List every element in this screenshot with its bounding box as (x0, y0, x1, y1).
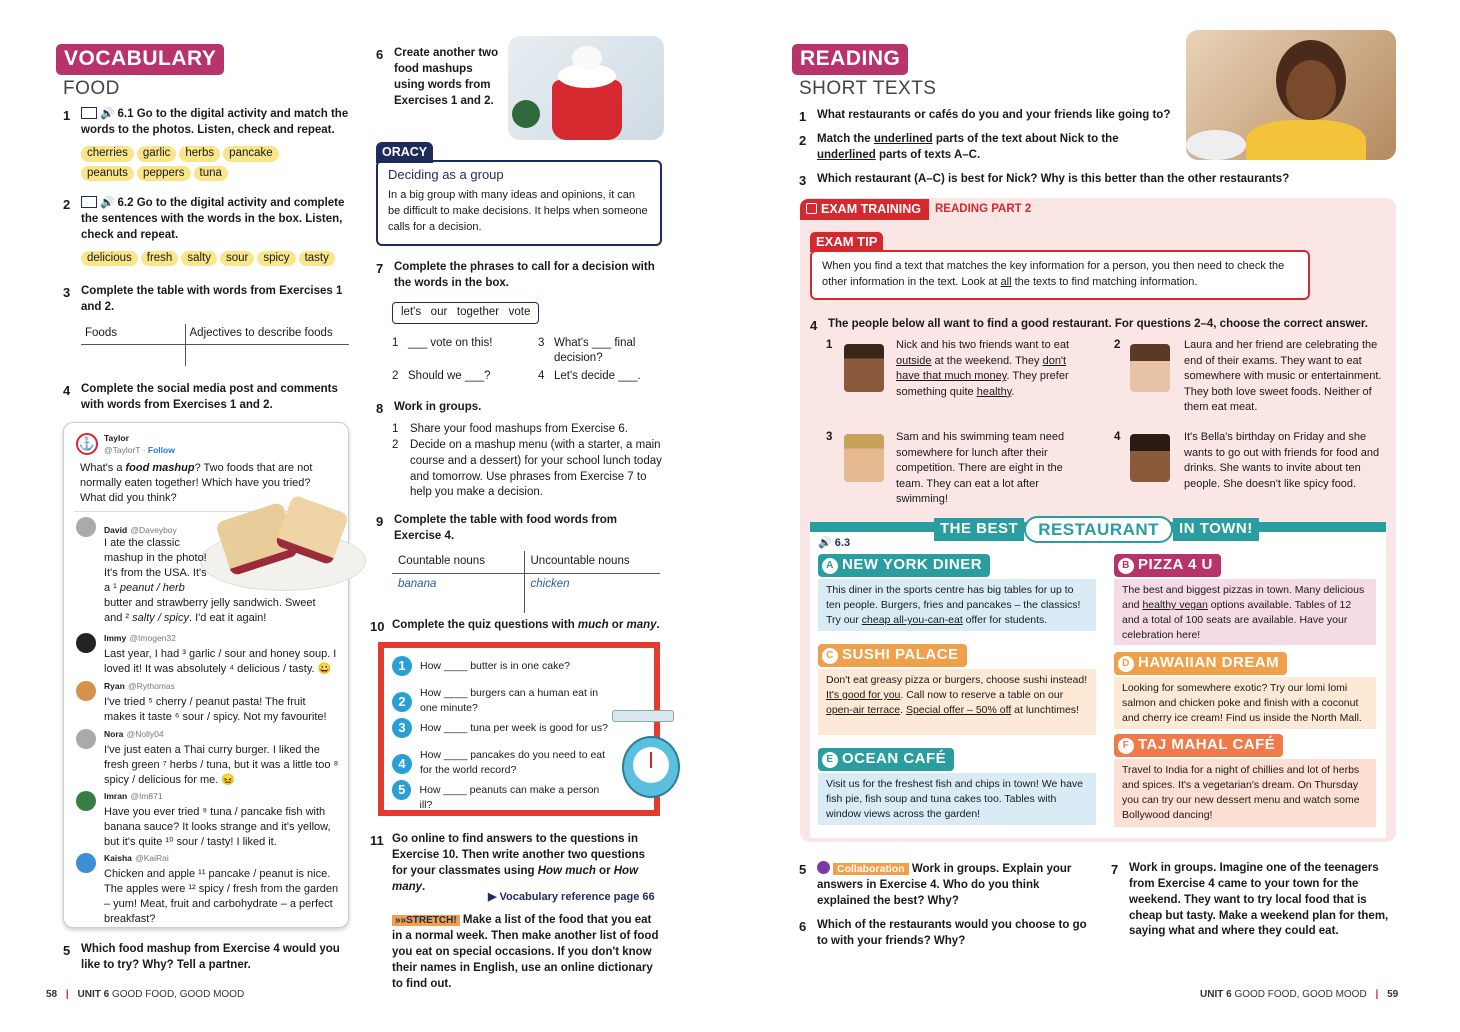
ex6-number: 6 (376, 47, 384, 62)
ex2-text: Go to the digital activity and complete the sentences with the words in the box. Listen, check and repeat. (81, 197, 345, 241)
scale-icon (612, 710, 674, 722)
letter-badge: B (1118, 558, 1134, 574)
ex10-em-1: much (577, 619, 609, 631)
ex7-items (392, 336, 662, 386)
ex1-audio: 6.1 (117, 108, 134, 120)
banner-right: IN TOWN! (1173, 518, 1259, 541)
table-cell[interactable] (81, 344, 185, 366)
comment-david-line-2: butter and strawberry jelly sandwich. Sweet and ² salty / spicy. I'd eat it again! (104, 596, 316, 624)
person-1-text: Nick and his two friends want to eat outside at the weekend. They don't have that much money. They prefer something quite healthy. (896, 339, 1070, 398)
comment-handle: @Rythomas (128, 681, 175, 691)
q7-number: 7 (1111, 862, 1119, 877)
quiz-number: 3 (392, 718, 412, 738)
ex2-number: 2 (63, 197, 71, 212)
restaurant-name: OCEAN CAFÉ (842, 750, 947, 767)
exercise-10 (370, 618, 666, 636)
ex9-text: Complete the table with food words from Exercise 4. (394, 514, 617, 542)
table-cell[interactable]: chicken (524, 573, 660, 613)
comment-text: Have you ever tried ⁹ tuna / pancake fish with banana sauce? It looks strange and it's yellow, but it's quite ¹⁰ sour / tasty! I liked it. (104, 805, 331, 848)
word-chip: cherries (81, 146, 134, 162)
quiz-number: 1 (392, 656, 412, 676)
q5-text: Work in groups. Explain your answers in Exercise 4. Who do you think explained the best? Why? (817, 863, 1072, 907)
quiz-box (378, 642, 660, 816)
ex1-text: Go to the digital activity and match the words to the photos. Listen, check and repeat. (81, 108, 349, 136)
comment-author: David (104, 525, 128, 535)
word-chip: delicious (81, 251, 138, 267)
audio-icon[interactable]: 🔊 (100, 108, 115, 120)
comment-text: I've just eaten a Thai curry burger. I liked the fresh green ⁷ herbs / tuna, but it was a little too ⁸ spicy / delicious for me. 😖 (104, 743, 339, 786)
exercise-5 (63, 942, 353, 974)
list-item: Decide on a mashup menu (with a starter, a main course and a dessert) for your school lunch today and tomorrow. Use phrases from Exercise 7 to help you make a decision. (410, 438, 662, 499)
exam-training-header (800, 199, 1031, 220)
globe-avatar (76, 791, 96, 811)
person-number: 1 (826, 339, 833, 351)
ex8-list: 1 Share your food mashups from Exercise 6. 2 Decide on a mashup menu (with a starter, a main course and a dessert) for your school lunch today and tomorrow. Use phrases from Exercise 7 to help you make a decision. (392, 422, 662, 501)
post-text-em: food mashup (125, 462, 195, 474)
restaurant-e-text: Visit us for the freshest fish and chips in town! We have fish pie, fish soup and tuna cakes too. Tables with window views across the garden! (818, 773, 1096, 825)
banner-left: THE BEST (934, 518, 1024, 541)
ex2-words (81, 249, 353, 269)
restaurant-name: PIZZA 4 U (1138, 556, 1213, 573)
table-header: Uncountable nouns (524, 551, 660, 573)
page-number: 58 (46, 989, 58, 1000)
quiz-list (392, 656, 610, 810)
q5-number: 5 (799, 862, 807, 877)
quiz-number: 2 (392, 692, 412, 712)
ex6-text: Create another two food mashups using words from Exercises 1 and 2. (394, 47, 499, 107)
person-number: 2 (1114, 339, 1121, 351)
ex10-text-1: Complete the quiz questions with (392, 619, 578, 631)
person-number: 4 (1114, 431, 1121, 443)
collaboration-tag: Collaboration (833, 863, 909, 875)
restaurant-b (1114, 554, 1376, 645)
person-3-photo (844, 434, 884, 482)
ex11-text-1: Go online to find answers to the questions in Exercise 10. Then write another two questions for your classmates using (392, 833, 646, 877)
audio-track[interactable] (818, 536, 850, 551)
reading-subtitle: SHORT TEXTS (799, 78, 937, 99)
comment-author: Nora (104, 729, 124, 739)
checkbox-icon (806, 203, 817, 214)
ex5-number: 5 (63, 943, 71, 958)
table-header: Countable nouns (392, 551, 524, 573)
restaurant-d-title (1114, 652, 1287, 675)
exercise-2 (63, 196, 353, 268)
post-handle: @TaylorT (104, 444, 141, 455)
restaurant-d-text: Looking for somewhere exotic? Try our lomi lomi salmon and chicken poke and finish with a coconut and cherry ice cream! Find us inside the North Mall. (1114, 677, 1376, 729)
table-header: Foods (81, 324, 185, 344)
comment-text: Last year, I had ³ garlic / sour and honey soup. I loved it! It was absolutely ⁴ delicious / tasty. 😀 (104, 647, 337, 675)
ex9-table (392, 551, 660, 613)
question-4 (810, 317, 1390, 335)
comment-author: Immy (104, 633, 127, 643)
question-1 (799, 108, 1179, 126)
q2-number: 2 (799, 133, 807, 148)
question-6 (799, 918, 1089, 950)
ex4-number: 4 (63, 383, 71, 398)
stretch-task (392, 912, 664, 992)
post-text-2: ? Two foods that are not normally eaten together! Which have you tried? What did you think? (80, 462, 313, 504)
exercise-11 (370, 832, 662, 895)
oracy-box (376, 160, 662, 246)
ex11-number: 11 (370, 833, 384, 848)
ex5-text: Which food mashup from Exercise 4 would you like to try? Why? Tell a partner. (81, 943, 340, 971)
word-chip: fresh (141, 251, 179, 267)
comment-handle: @Im871 (130, 791, 163, 801)
person-1-photo (844, 344, 884, 392)
girl-eating-photo (1186, 30, 1396, 160)
comment-author: Imran (104, 791, 128, 801)
oracy-label: ORACY (376, 142, 433, 163)
q2-text-2: parts of the text about Nick to the (932, 133, 1119, 145)
avatar (76, 517, 96, 537)
best-restaurant-banner (934, 516, 1259, 543)
ex8-text: Work in groups. (394, 401, 482, 413)
person-3-text: Sam and his swimming team need somewhere for lunch after their competition. There are eight in the team. They can eat a lot after swimming! (896, 431, 1065, 506)
stretch-text: Make a list of the food that you eat in a normal week. Then make another list of food you eat on special occasions. If you don't know their names in English, use an online dictionary to find out. (392, 914, 659, 991)
restaurant-name: NEW YORK DINER (842, 556, 983, 573)
letter-badge: A (822, 558, 838, 574)
item-text: Should we ___? (408, 370, 491, 383)
letter-badge: C (822, 648, 838, 664)
comment-handle: @Daveyboy (130, 525, 177, 535)
q7-text: Work in groups. Imagine one of the teenagers from Exercise 4 came to your town for the weekend. They want to try local food that is cheap but tasty. Make a weekend plan for them, saying what and where they could eat. (1129, 862, 1389, 938)
ex3-text: Complete the table with words from Exercises 1 and 2. (81, 285, 343, 313)
q6-text: Which of the restaurants would you choose to go to with your friends? Why? (817, 919, 1087, 947)
person-number: 3 (826, 431, 833, 443)
vocab-reference-link[interactable]: ▶ Vocabulary reference page 66 (488, 891, 655, 903)
ex3-number: 3 (63, 285, 71, 300)
comment-author: Kaisha (104, 853, 132, 863)
q2-text-1: Match the (817, 133, 874, 145)
comment-ryan (104, 679, 340, 725)
quiz-question: How ____ pancakes do you need to eat for the world record? (420, 749, 606, 776)
ex11-em-1: How much (537, 864, 596, 877)
word-chip: pancake (223, 146, 278, 162)
exam-tip-text-2: the texts to find matching information. (1011, 275, 1198, 288)
ex10-em-2: many (626, 619, 657, 631)
restaurant-name: SUSHI PALACE (842, 646, 959, 663)
item-text: Let's decide ___. (554, 370, 641, 383)
avatar (76, 681, 96, 701)
unit-title: GOOD FOOD, GOOD MOOD (1234, 989, 1367, 1000)
oracy-text: In a big group with many ideas and opinions, it can be difficult to make decisions. It helps when someone calls for a decision. (388, 188, 648, 233)
exercise-3 (63, 284, 353, 366)
person-4-photo (1130, 434, 1170, 482)
exercise-9 (376, 513, 662, 613)
item-number: 1 (392, 336, 399, 349)
ex11-text-3: . (422, 880, 426, 893)
person-2-photo (1130, 344, 1170, 392)
restaurant-name: TAJ MAHAL CAFÉ (1138, 736, 1276, 753)
word-chip: peppers (137, 166, 191, 182)
footer-right (1200, 988, 1398, 1002)
table-cell[interactable] (185, 344, 349, 366)
exam-training-tag (800, 199, 929, 220)
paw-avatar (76, 633, 96, 653)
exam-tip-text-1: When you find a text that matches the key information for a person, you then need to check the other information in the text. Look at (822, 260, 1285, 288)
quiz-question: How ____ tuna per week is good for us? (420, 722, 608, 734)
comment-imran (104, 789, 340, 850)
restaurant-a-title (818, 554, 990, 577)
q1-text: What restaurants or cafés do you and your friends like going to? (817, 109, 1171, 121)
footer-separator: | (1375, 989, 1379, 1000)
ex10-text-3: . (656, 619, 660, 631)
comment-immy (104, 631, 340, 677)
exam-tip-tag (810, 232, 883, 252)
exercise-6 (376, 46, 500, 109)
question-2 (799, 132, 1179, 164)
quiz-question: How ____ burgers can a human eat in one minute? (420, 687, 599, 714)
exercise-4 (63, 382, 353, 414)
restaurant-b-title (1114, 554, 1221, 577)
list-item: Share your food mashups from Exercise 6. (410, 422, 628, 435)
q3-number: 3 (799, 173, 807, 188)
comment-handle: @KaiRai (135, 853, 169, 863)
hot-chocolate-photo (508, 36, 664, 140)
q6-number: 6 (799, 919, 807, 934)
exam-part-label: READING PART 2 (935, 202, 1032, 215)
restaurant-c-text: Don't eat greasy pizza or burgers, choose sushi instead! It's good for you. Call now to reserve a table on our open-air terrace. Special offer – 50% off at lunchtimes! (818, 669, 1096, 735)
comment-david-line: I ate the classic mashup in the photo! It's from the USA. It's a ¹ peanut / herb (104, 537, 207, 594)
q1-number: 1 (799, 109, 807, 124)
quiz-number: 5 (392, 780, 411, 800)
word-chip: garlic (137, 146, 176, 162)
restaurant-c-title (818, 644, 967, 667)
item-text: ___ vote on this! (408, 336, 493, 349)
anchor-icon: ⚓ (76, 433, 98, 455)
follow-link[interactable]: Follow (147, 444, 175, 455)
vocab-title: VOCABULARY (56, 44, 224, 75)
unit-label: UNIT 6 (77, 989, 110, 1000)
ex9-number: 9 (376, 514, 384, 529)
ex10-text-2: or (608, 619, 627, 631)
avatar (76, 853, 96, 873)
banner-mid: RESTAURANT (1024, 516, 1173, 543)
restaurant-e (818, 748, 1096, 825)
ex7-text: Complete the phrases to call for a decision with the words in the box. (394, 261, 655, 289)
comment-handle: @Nolly04 (126, 729, 164, 739)
comment-handle: @Imogen32 (129, 633, 176, 643)
word-chip: herbs (179, 146, 220, 162)
exam-tip-box (810, 250, 1310, 300)
restaurant-f-title (1114, 734, 1283, 757)
exercise-1 (63, 107, 353, 183)
vocab-subtitle: FOOD (63, 78, 120, 99)
restaurant-f-text: Travel to India for a night of chillies and lot of herbs and spices. It's a vegetarian's dream. On Thursday you can try our new dessert menu and watch some Bollywood dancing! (1114, 759, 1376, 827)
letter-badge: E (822, 752, 838, 768)
stretch-tag: »»STRETCH! (392, 915, 460, 926)
footer-separator: | (65, 989, 69, 1000)
table-cell[interactable]: banana (398, 577, 437, 590)
comment-nora (104, 727, 340, 788)
comment-text: Chicken and apple ¹¹ pancake / peanut is nice. The apples were ¹² spicy / fresh from the garden – yum! Meat, fruit and carbohydrate – a perfect breakfast? (104, 867, 339, 925)
reading-header (792, 44, 908, 75)
ex10-number: 10 (370, 619, 385, 634)
ex7-number: 7 (376, 261, 384, 276)
avatar (76, 729, 96, 749)
table-header: Adjectives to describe foods (185, 324, 349, 344)
word-chip: spicy (257, 251, 295, 267)
ex11-text-2: or (595, 864, 614, 877)
quiz-number: 4 (392, 754, 412, 774)
ex1-words (81, 144, 353, 184)
item-text: What's ___ final decision? (554, 336, 636, 365)
audio-icon[interactable]: 🔊 (100, 197, 115, 209)
person-2-text: Laura and her friend are celebrating the end of their exams. They want to eat somewhere with music or entertainment. They both love sweet foods. Neither of them eat meat. (1184, 339, 1382, 414)
social-media-card (63, 422, 349, 928)
exam-tip-underline: all (1000, 275, 1012, 288)
restaurant-a-text: This diner in the sports centre has big tables for up to ten people. Burgers, fries and pancakes – the classics! Try our cheap all-you-can-eat offer for students. (818, 579, 1096, 631)
ex11-em-2: How many (392, 864, 639, 893)
ex8-number: 8 (376, 401, 384, 416)
restaurant-e-title (818, 748, 954, 771)
ex4-text: Complete the social media post and comments with words from Exercises 1 and 2. (81, 383, 338, 411)
comment-david-text (104, 536, 336, 626)
exam-training-label: EXAM TRAINING (821, 202, 921, 216)
letter-badge: F (1118, 738, 1134, 754)
unit-title: GOOD FOOD, GOOD MOOD (111, 989, 245, 1000)
person-4-text: It's Bella's birthday on Friday and she wants to go out with friends for food and drinks. She wants to invite about ten people. She doesn't like spicy food. (1184, 431, 1380, 490)
reading-title: READING (792, 44, 908, 75)
vocab-header (56, 44, 224, 75)
question-3 (799, 172, 1299, 190)
comment-author: Ryan (104, 681, 125, 691)
restaurant-c (818, 644, 1096, 735)
q2-underline-1: underlined (873, 133, 933, 145)
audio-icon[interactable]: 🔊 (818, 537, 832, 549)
word-box: let's our together vote (392, 302, 539, 324)
item-number: 2 (392, 370, 399, 383)
restaurant-name: HAWAIIAN DREAM (1138, 654, 1280, 671)
restaurant-b-text: The best and biggest pizzas in town. Many delicious and healthy vegan options available. Tables of 12 and a total of 100 seats are available. Have your celebration here! (1114, 579, 1376, 645)
unit-label: UNIT 6 (1200, 989, 1232, 1000)
footer-left (46, 988, 244, 1002)
ex3-table (81, 324, 349, 366)
quiz-question: How ____ butter is in one cake? (420, 660, 571, 672)
restaurant-a (818, 554, 1096, 631)
word-chip: tasty (299, 251, 335, 267)
ex2-audio: 6.2 (117, 197, 134, 209)
restaurant-d (1114, 652, 1376, 729)
monitor-icon (81, 196, 97, 208)
item-number: 4 (538, 370, 545, 383)
word-chip: peanuts (81, 166, 134, 182)
q2-underline-2: underlined (817, 148, 876, 161)
post-author: Taylor (104, 433, 129, 443)
quiz-question: How ____ peanuts can make a person ill? (419, 784, 600, 811)
question-7 (1111, 861, 1401, 940)
comment-text: I've tried ⁵ cherry / peanut pasta! The fruit makes it taste ⁶ sour / spicy. Not my favourite! (104, 695, 327, 723)
word-chip: sour (220, 251, 254, 267)
post-text-1: What's a (80, 462, 126, 474)
word-chip: salty (181, 251, 217, 267)
collaboration-icon (817, 861, 830, 874)
scale-dial (622, 736, 680, 798)
exercise-7 (376, 260, 662, 385)
audio-number: 6.3 (834, 537, 851, 549)
q2-text-3: parts of texts A–C. (875, 148, 981, 161)
exercise-8 (376, 400, 662, 501)
q4-text: The people below all want to find a good restaurant. For questions 2–4, choose the correct answer. (828, 318, 1368, 330)
restaurant-f (1114, 734, 1376, 827)
q4-number: 4 (810, 318, 818, 333)
word-chip: tuna (194, 166, 228, 182)
post-header: Taylor @TaylorT · Follow (104, 433, 175, 455)
page-number: 59 (1387, 989, 1399, 1000)
ex1-number: 1 (63, 108, 71, 123)
letter-badge: D (1118, 656, 1134, 672)
comment-kaisha (104, 851, 340, 927)
question-5 (799, 861, 1089, 910)
item-number: 3 (538, 336, 545, 349)
q3-text: Which restaurant (A–C) is best for Nick? Why is this better than the other restaurants? (817, 173, 1290, 185)
exam-tip-label: EXAM TIP (810, 232, 883, 252)
oracy-title: Deciding as a group (388, 167, 504, 182)
monitor-icon (81, 107, 97, 119)
